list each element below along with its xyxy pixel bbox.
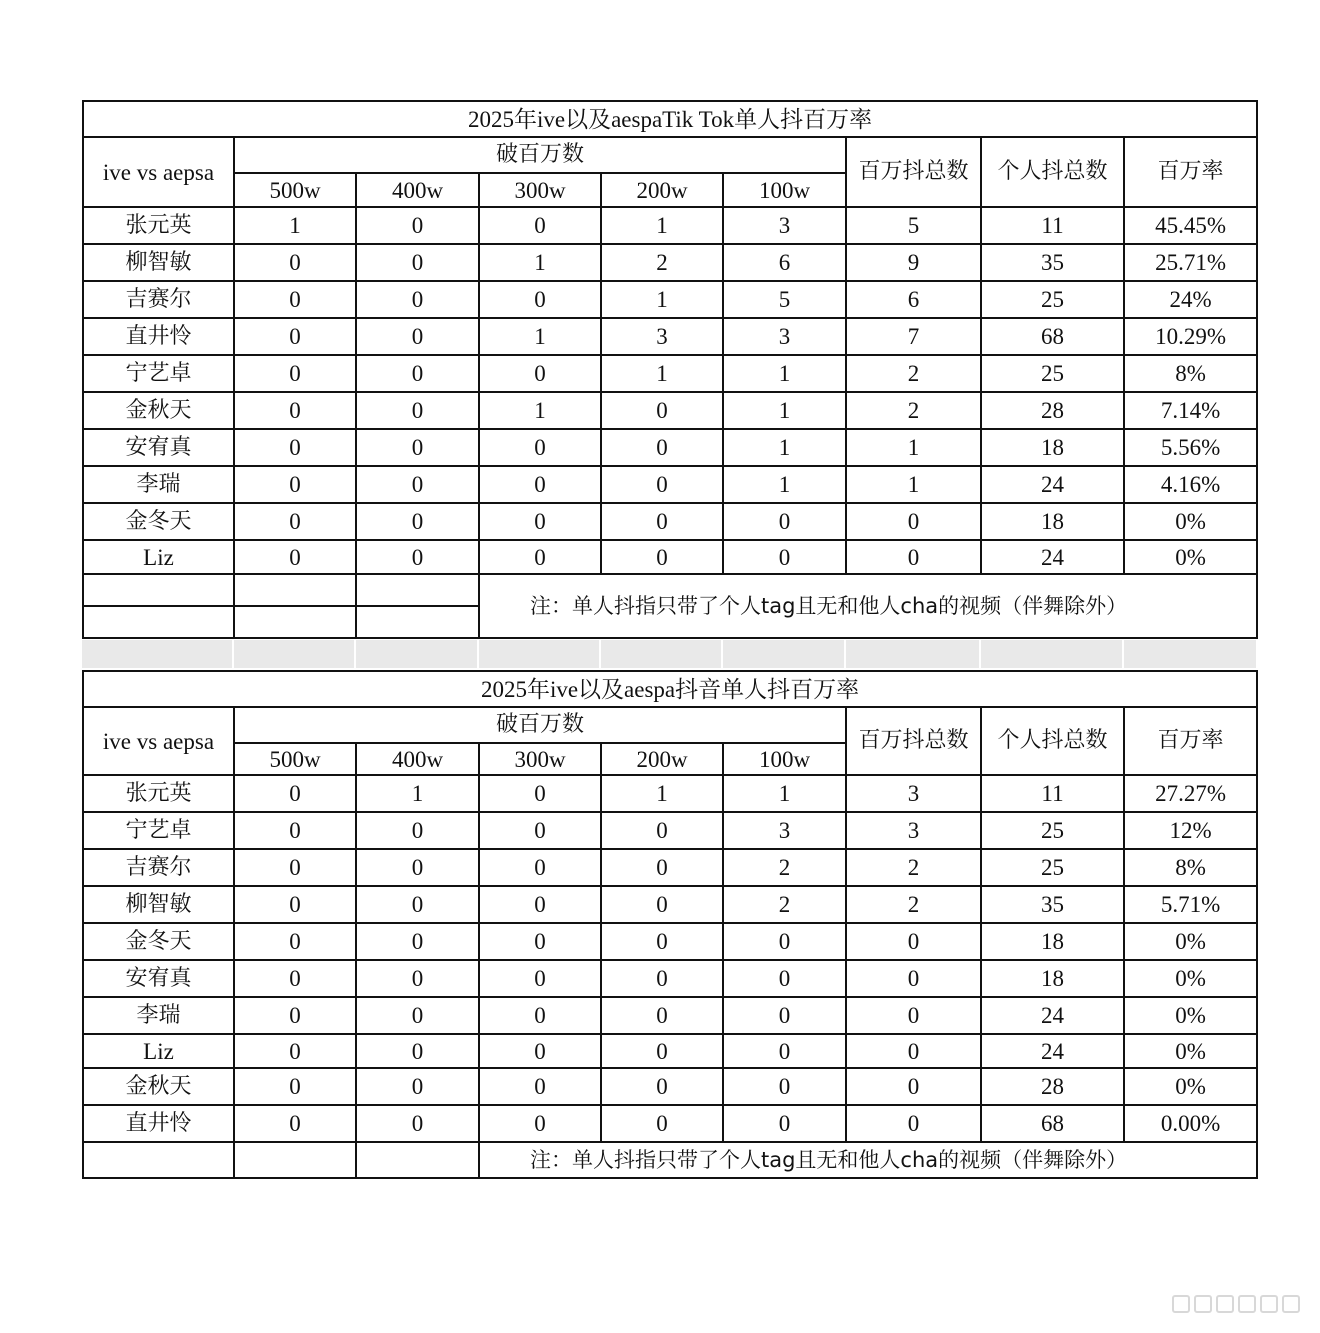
table2-count-500w: 0 (234, 1034, 356, 1068)
table2-count-200w: 1 (601, 775, 723, 812)
table2-total-personal: 18 (981, 923, 1124, 960)
tiktok-million-rate-table (82, 100, 1258, 639)
table1-count-500w: 0 (234, 244, 356, 281)
table1-count-400w: 0 (356, 392, 479, 429)
table2-total-personal: 24 (981, 997, 1124, 1034)
table2-member-name: 金秋天 (83, 1068, 234, 1105)
table2-level-header: 400w (356, 743, 479, 775)
table2-count-500w: 0 (234, 1105, 356, 1142)
table2-count-100w: 0 (723, 1034, 846, 1068)
table1-count-200w: 0 (601, 392, 723, 429)
table1-count-400w: 0 (356, 540, 479, 574)
table2-count-400w: 0 (356, 886, 479, 923)
table2-count-200w: 0 (601, 1105, 723, 1142)
table2-count-200w: 0 (601, 1034, 723, 1068)
table1-count-400w: 0 (356, 429, 479, 466)
table2-count-500w: 0 (234, 1068, 356, 1105)
table1-member-name: 柳智敏 (83, 244, 234, 281)
table1-count-200w: 1 (601, 355, 723, 392)
table1-million-rate: 25.71% (1124, 244, 1257, 281)
table2-million-rate: 0.00% (1124, 1105, 1257, 1142)
table-row (83, 318, 1257, 355)
table1-million-rate: 8% (1124, 355, 1257, 392)
table1-count-200w: 0 (601, 466, 723, 503)
table-row (83, 540, 1257, 574)
table1-level-header: 200w (601, 173, 723, 207)
table-row (83, 849, 1257, 886)
table-row (83, 1068, 1257, 1105)
table1-count-400w: 0 (356, 503, 479, 540)
table1-count-100w: 0 (723, 540, 846, 574)
table-row (83, 923, 1257, 960)
table2-member-name: Liz (83, 1034, 234, 1068)
table1-count-300w: 0 (479, 503, 601, 540)
table1-count-100w: 5 (723, 281, 846, 318)
table1-empty-cell (83, 574, 234, 606)
table2-count-300w: 0 (479, 849, 601, 886)
table2-total-personal: 35 (981, 886, 1124, 923)
table2-member-name: 吉赛尔 (83, 849, 234, 886)
table-row (83, 960, 1257, 997)
table1-total-personal-header: 个人抖总数 (981, 137, 1124, 207)
table2-member-name: 柳智敏 (83, 886, 234, 923)
table1-total-million: 1 (846, 466, 981, 503)
table2-level-header: 100w (723, 743, 846, 775)
table-row (83, 503, 1257, 540)
table1-total-personal: 68 (981, 318, 1124, 355)
table2-count-500w: 0 (234, 812, 356, 849)
table2-million-rate: 5.71% (1124, 886, 1257, 923)
table1-count-300w: 1 (479, 392, 601, 429)
table1-member-name: Liz (83, 540, 234, 574)
table2-note: 注：单人抖指只带了个人tag且无和他人cha的视频（伴舞除外） (479, 1142, 1257, 1178)
table1-rate-header: 百万率 (1124, 137, 1257, 207)
table2-million-rate: 12% (1124, 812, 1257, 849)
table1-count-200w: 1 (601, 281, 723, 318)
table1-count-300w: 0 (479, 355, 601, 392)
table2-total-million-header: 百万抖总数 (846, 707, 981, 775)
table2-count-300w: 0 (479, 997, 601, 1034)
table-row (83, 244, 1257, 281)
table2-count-200w: 0 (601, 997, 723, 1034)
table2-count-200w: 0 (601, 1068, 723, 1105)
table2-count-400w: 0 (356, 1034, 479, 1068)
table1-count-100w: 1 (723, 466, 846, 503)
table1-count-100w: 3 (723, 207, 846, 244)
table1-total-million: 6 (846, 281, 981, 318)
table2-million-rate: 0% (1124, 997, 1257, 1034)
table1-count-500w: 0 (234, 503, 356, 540)
table-row (83, 812, 1257, 849)
table2-count-400w: 0 (356, 960, 479, 997)
table2-total-personal-header: 个人抖总数 (981, 707, 1124, 775)
table2-title: 2025年ive以及aespa抖音单人抖百万率 (83, 671, 1257, 707)
table2-million-rate: 0% (1124, 923, 1257, 960)
table1-count-300w: 0 (479, 429, 601, 466)
table1-level-header: 400w (356, 173, 479, 207)
table1-count-200w: 0 (601, 429, 723, 466)
table2-total-million: 0 (846, 997, 981, 1034)
table2-million-rate: 0% (1124, 1068, 1257, 1105)
table2-total-million: 3 (846, 812, 981, 849)
table2-million-rate: 27.27% (1124, 775, 1257, 812)
table1-count-100w: 6 (723, 244, 846, 281)
table1-level-header: 300w (479, 173, 601, 207)
table2-total-million: 0 (846, 1105, 981, 1142)
table1-count-300w: 1 (479, 318, 601, 355)
table2-count-200w: 0 (601, 812, 723, 849)
table-row (83, 997, 1257, 1034)
table1-total-million: 5 (846, 207, 981, 244)
table1-member-name: 宁艺卓 (83, 355, 234, 392)
table2-level-header: 200w (601, 743, 723, 775)
table1-count-200w: 0 (601, 540, 723, 574)
table1-total-million: 2 (846, 392, 981, 429)
table1-million-rate: 0% (1124, 503, 1257, 540)
table1-empty-cell (83, 606, 234, 638)
table2-empty-cell (234, 1142, 356, 1178)
table2-count-500w: 0 (234, 849, 356, 886)
table1-count-300w: 1 (479, 244, 601, 281)
table-row (83, 1105, 1257, 1142)
table1-total-personal: 24 (981, 540, 1124, 574)
table2-total-million: 0 (846, 923, 981, 960)
table2-total-personal: 28 (981, 1068, 1124, 1105)
table1-empty-cell (356, 606, 479, 638)
table1-count-500w: 0 (234, 429, 356, 466)
table1-body (83, 101, 1257, 638)
table1-count-400w: 0 (356, 244, 479, 281)
table1-count-400w: 0 (356, 207, 479, 244)
table2-group-header: 破百万数 (234, 707, 846, 743)
table1-count-100w: 0 (723, 503, 846, 540)
table1-total-personal: 18 (981, 503, 1124, 540)
table1-total-million: 1 (846, 429, 981, 466)
table1-level-header: 500w (234, 173, 356, 207)
table1-count-500w: 0 (234, 281, 356, 318)
table1-total-million: 0 (846, 540, 981, 574)
table1-member-name: 张元英 (83, 207, 234, 244)
table1-title: 2025年ive以及aespaTik Tok单人抖百万率 (83, 101, 1257, 137)
table2-total-personal: 11 (981, 775, 1124, 812)
table-row (83, 466, 1257, 503)
table2-total-personal: 25 (981, 812, 1124, 849)
table2-total-million: 3 (846, 775, 981, 812)
table2-member-name: 张元英 (83, 775, 234, 812)
table1-total-personal: 25 (981, 355, 1124, 392)
table2-member-name: 李瑞 (83, 997, 234, 1034)
table1-member-name: 李瑞 (83, 466, 234, 503)
table1-total-million: 0 (846, 503, 981, 540)
table2-count-500w: 0 (234, 960, 356, 997)
table2-total-million: 0 (846, 1034, 981, 1068)
table2-total-million: 2 (846, 886, 981, 923)
table1-million-rate: 24% (1124, 281, 1257, 318)
table2-member-name: 安宥真 (83, 960, 234, 997)
table1-count-100w: 1 (723, 429, 846, 466)
table1-count-400w: 0 (356, 281, 479, 318)
table2-member-name: 宁艺卓 (83, 812, 234, 849)
table1-empty-cell (234, 574, 356, 606)
table1-note: 注：单人抖指只带了个人tag且无和他人cha的视频（伴舞除外） (479, 574, 1257, 638)
table2-count-300w: 0 (479, 886, 601, 923)
table1-count-100w: 1 (723, 355, 846, 392)
table-row (83, 281, 1257, 318)
table-row (83, 886, 1257, 923)
table2-count-400w: 0 (356, 849, 479, 886)
table2-count-500w: 0 (234, 886, 356, 923)
table2-count-100w: 2 (723, 849, 846, 886)
table2-count-300w: 0 (479, 1068, 601, 1105)
table2-count-400w: 1 (356, 775, 479, 812)
table2-count-100w: 0 (723, 960, 846, 997)
table2-count-500w: 0 (234, 997, 356, 1034)
douyin-million-rate-table (82, 670, 1258, 1179)
table1-count-300w: 0 (479, 540, 601, 574)
table2-total-personal: 68 (981, 1105, 1124, 1142)
table1-count-300w: 0 (479, 207, 601, 244)
table1-total-personal: 28 (981, 392, 1124, 429)
table2-count-300w: 0 (479, 775, 601, 812)
table1-million-rate: 5.56% (1124, 429, 1257, 466)
table-row (83, 355, 1257, 392)
table2-total-million: 0 (846, 960, 981, 997)
table2-count-400w: 0 (356, 1105, 479, 1142)
table2-count-200w: 0 (601, 923, 723, 960)
table2-million-rate: 0% (1124, 960, 1257, 997)
table2-count-400w: 0 (356, 1068, 479, 1105)
watermark-icon (1172, 1293, 1300, 1315)
table1-count-500w: 1 (234, 207, 356, 244)
table-row (83, 1034, 1257, 1068)
table2-million-rate: 0% (1124, 1034, 1257, 1068)
table-row (83, 429, 1257, 466)
table1-million-rate: 10.29% (1124, 318, 1257, 355)
table1-million-rate: 4.16% (1124, 466, 1257, 503)
table1-total-personal: 18 (981, 429, 1124, 466)
table2-count-400w: 0 (356, 812, 479, 849)
table1-group-header: 破百万数 (234, 137, 846, 173)
table1-empty-cell (234, 606, 356, 638)
table2-total-personal: 25 (981, 849, 1124, 886)
table1-total-million: 2 (846, 355, 981, 392)
table2-count-500w: 0 (234, 923, 356, 960)
table-row (83, 207, 1257, 244)
table1-corner-header: ive vs aepsa (83, 137, 234, 207)
table2-empty-cell (356, 1142, 479, 1178)
table1-total-personal: 25 (981, 281, 1124, 318)
table2-count-300w: 0 (479, 812, 601, 849)
table2-count-100w: 3 (723, 812, 846, 849)
table1-member-name: 吉赛尔 (83, 281, 234, 318)
table1-count-200w: 3 (601, 318, 723, 355)
table2-million-rate: 8% (1124, 849, 1257, 886)
table2-count-200w: 0 (601, 849, 723, 886)
table2-count-100w: 0 (723, 1105, 846, 1142)
table2-corner-header: ive vs aepsa (83, 707, 234, 775)
table2-level-header: 300w (479, 743, 601, 775)
table2-count-100w: 0 (723, 997, 846, 1034)
table1-level-header: 100w (723, 173, 846, 207)
table1-count-100w: 1 (723, 392, 846, 429)
table2-count-300w: 0 (479, 1105, 601, 1142)
table-row (83, 775, 1257, 812)
table2-count-100w: 1 (723, 775, 846, 812)
table1-total-personal: 11 (981, 207, 1124, 244)
table1-count-400w: 0 (356, 466, 479, 503)
table1-count-200w: 0 (601, 503, 723, 540)
table1-count-400w: 0 (356, 355, 479, 392)
table2-total-personal: 18 (981, 960, 1124, 997)
table2-count-200w: 0 (601, 960, 723, 997)
table2-count-200w: 0 (601, 886, 723, 923)
table1-count-100w: 3 (723, 318, 846, 355)
table1-empty-cell (356, 574, 479, 606)
table2-rate-header: 百万率 (1124, 707, 1257, 775)
spacer-row (82, 640, 1256, 668)
table1-total-personal: 35 (981, 244, 1124, 281)
table1-count-500w: 0 (234, 318, 356, 355)
table2-member-name: 金冬天 (83, 923, 234, 960)
table1-count-500w: 0 (234, 540, 356, 574)
table2-count-400w: 0 (356, 923, 479, 960)
table1-count-200w: 2 (601, 244, 723, 281)
table1-total-million: 7 (846, 318, 981, 355)
table2-count-100w: 2 (723, 886, 846, 923)
table2-count-500w: 0 (234, 775, 356, 812)
table2-count-400w: 0 (356, 997, 479, 1034)
table2-body (83, 671, 1257, 1178)
table1-count-300w: 0 (479, 466, 601, 503)
table1-count-500w: 0 (234, 355, 356, 392)
table1-count-300w: 0 (479, 281, 601, 318)
table2-total-personal: 24 (981, 1034, 1124, 1068)
table1-count-500w: 0 (234, 466, 356, 503)
table1-million-rate: 45.45% (1124, 207, 1257, 244)
table1-member-name: 直井怜 (83, 318, 234, 355)
table1-total-million: 9 (846, 244, 981, 281)
table1-million-rate: 7.14% (1124, 392, 1257, 429)
table2-count-300w: 0 (479, 923, 601, 960)
table2-count-300w: 0 (479, 960, 601, 997)
table2-total-million: 2 (846, 849, 981, 886)
table1-total-personal: 24 (981, 466, 1124, 503)
table1-million-rate: 0% (1124, 540, 1257, 574)
table2-count-300w: 0 (479, 1034, 601, 1068)
table1-member-name: 金秋天 (83, 392, 234, 429)
table1-member-name: 安宥真 (83, 429, 234, 466)
table2-member-name: 直井怜 (83, 1105, 234, 1142)
table-row (83, 392, 1257, 429)
table1-count-500w: 0 (234, 392, 356, 429)
table2-count-100w: 0 (723, 923, 846, 960)
table1-total-million-header: 百万抖总数 (846, 137, 981, 207)
table2-empty-cell (83, 1142, 234, 1178)
table1-count-400w: 0 (356, 318, 479, 355)
table2-level-header: 500w (234, 743, 356, 775)
table2-count-100w: 0 (723, 1068, 846, 1105)
table2-total-million: 0 (846, 1068, 981, 1105)
table1-member-name: 金冬天 (83, 503, 234, 540)
table1-count-200w: 1 (601, 207, 723, 244)
